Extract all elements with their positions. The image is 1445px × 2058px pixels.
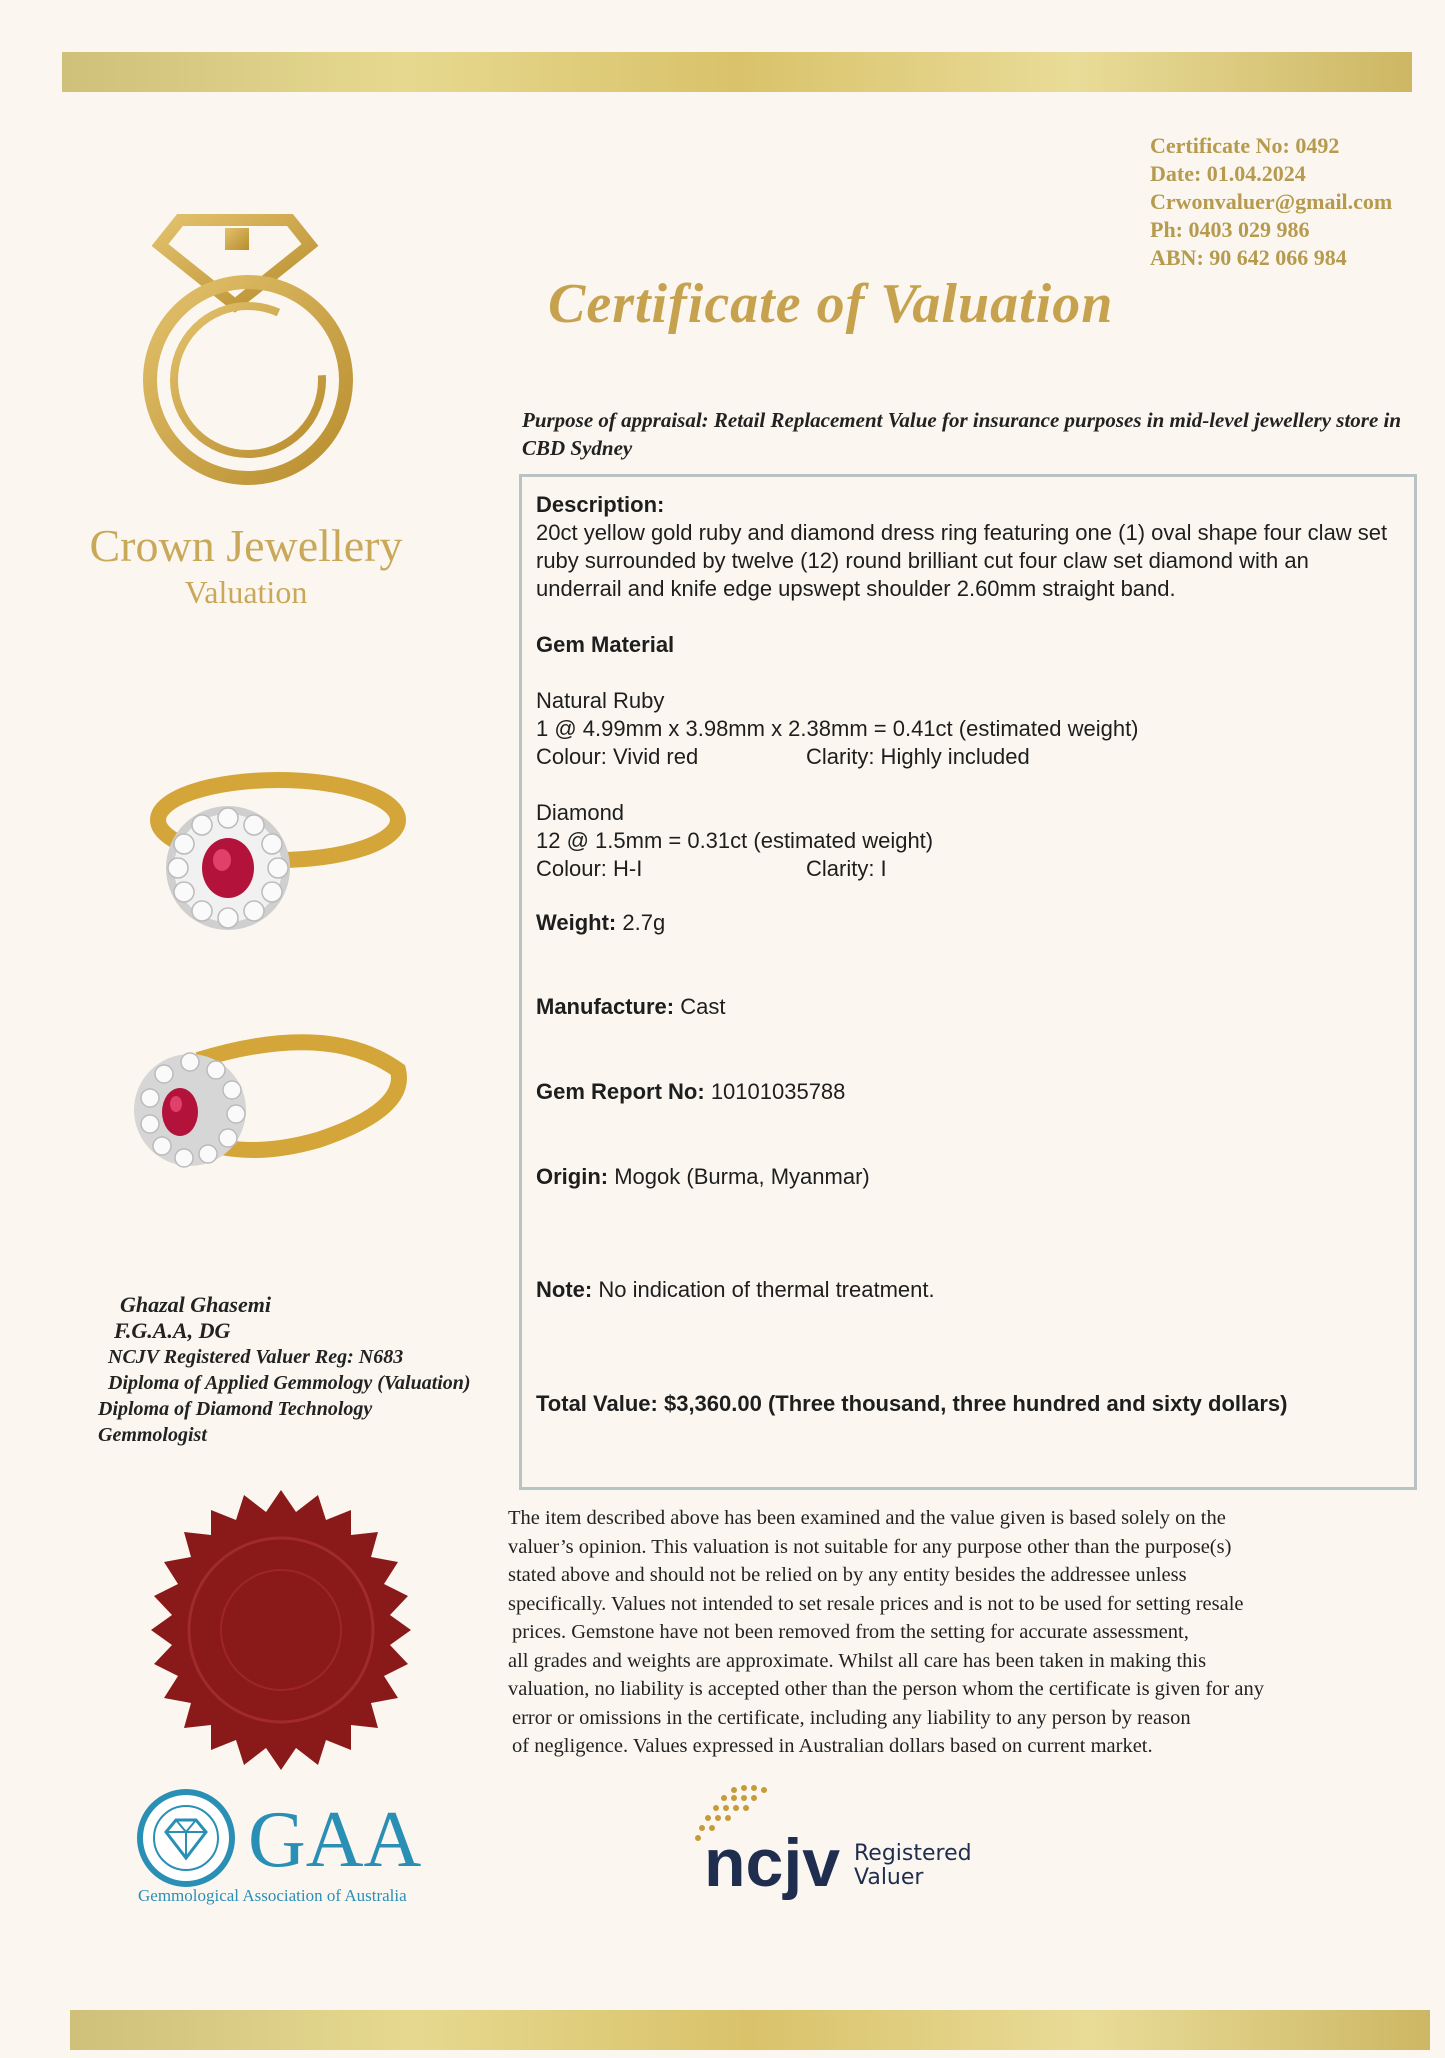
valuer-title: Gemmologist xyxy=(98,1424,207,1446)
diamond-measure: 12 @ 1.5mm = 0.31ct (estimated weight) xyxy=(536,828,934,853)
disclaimer-line: prices. Gemstone have not been removed from the setting for accurate assessment, xyxy=(512,1621,1189,1643)
valuation-details-box xyxy=(519,474,1417,1490)
disclaimer-line: stated above and should not be relied on by any entity besides the addressee unless xyxy=(508,1564,1187,1586)
valuer-postnominals: F.G.A.A, DG xyxy=(114,1318,231,1343)
gem-material-heading: Gem Material xyxy=(536,632,675,657)
ncjv-wordmark: ncjv xyxy=(704,1825,841,1901)
disclaimer-line: all grades and weights are approximate. Whilst all care has been taken in making this xyxy=(508,1649,1207,1672)
description-text: 20ct yellow gold ruby and diamond dress ring featuring one (1) oval shape four claw set ruby surrounded by twelve (12) round brilliant cut four claw set diamond with an underrail and knife edge upswept shoulder 2.60mm straight band. xyxy=(536,520,1388,601)
disclaimer-line: valuation, no liability is accepted other than the person whom the certificate is given for any xyxy=(508,1678,1264,1700)
certificate-number: Certificate No: 0492 xyxy=(1150,133,1340,158)
ruby-clarity: Clarity: Highly included xyxy=(806,744,1030,769)
valuer-registration: NCJV Registered Valuer Reg: N683 xyxy=(108,1346,404,1368)
gem-report-value: 10101035788 xyxy=(710,1079,846,1104)
origin-row xyxy=(536,1163,1396,1191)
diamond-clarity: Clarity: I xyxy=(806,856,887,881)
brand-name xyxy=(56,520,436,612)
ruby-colour: Colour: Vivid red xyxy=(536,744,699,769)
certificate-email[interactable]: Crwonvaluer@gmail.com xyxy=(1150,189,1393,214)
note-label: Note: xyxy=(536,1277,593,1302)
ncjv-valuer: Valuer xyxy=(854,1865,924,1890)
weight-value: 2.7g xyxy=(622,910,666,935)
disclaimer-line: error or omissions in the certificate, including any liability to any person by reason xyxy=(512,1706,1191,1729)
diamond-colour: Colour: H-I xyxy=(536,856,643,881)
crown-ring-logo xyxy=(120,200,380,500)
gem-report-label: Gem Report No: xyxy=(536,1079,705,1104)
gaa-acronym: GAA xyxy=(248,1796,422,1884)
total-value-label: Total Value: xyxy=(536,1391,658,1416)
origin-value: Mogok (Burma, Myanmar) xyxy=(614,1164,870,1189)
valuer-diploma-gemmology: Diploma of Applied Gemmology (Valuation) xyxy=(108,1372,471,1394)
diamond-name: Diamond xyxy=(536,800,625,825)
brand-line2: Valuation xyxy=(184,574,308,610)
certificate-date: Date: 01.04.2024 xyxy=(1150,161,1306,186)
total-value-row xyxy=(536,1390,1396,1418)
valuer-name: Ghazal Ghasemi xyxy=(120,1292,271,1317)
certificate-info xyxy=(1150,132,1392,272)
gem-report-row xyxy=(536,1078,1396,1106)
certificate-abn: ABN: 90 642 066 984 xyxy=(1150,245,1347,270)
disclaimer-line: specifically. Values not intended to set resale prices and is not to be used for setting resale xyxy=(508,1592,1244,1615)
disclaimer-line: The item described above has been examined and the value given is based solely on the xyxy=(508,1507,1226,1529)
total-value-amount: $3,360.00 (Three thousand, three hundred and sixty dollars) xyxy=(663,1391,1288,1416)
page-title: Certificate of Valuation xyxy=(548,273,1114,335)
ncjv-logo xyxy=(682,1780,1002,1910)
diamond-grades xyxy=(536,855,1396,883)
manufacture-label: Manufacture: xyxy=(536,994,675,1019)
top-gold-band xyxy=(62,52,1412,92)
weight-row xyxy=(536,909,1396,937)
origin-label: Origin: xyxy=(536,1164,609,1189)
bottom-gold-band xyxy=(70,2010,1430,2050)
disclaimer-line: valuer’s opinion. This valuation is not suitable for any purpose other than the purpose(s) xyxy=(508,1535,1232,1558)
manufacture-value: Cast xyxy=(680,994,726,1019)
ruby-grades xyxy=(536,743,1396,771)
ring-photo-top xyxy=(128,760,408,950)
ring-photo-side xyxy=(128,1030,418,1210)
brand-line1: Crown Jewellery xyxy=(89,520,403,571)
certificate-phone: Ph: 0403 029 986 xyxy=(1150,217,1310,242)
ruby-name: Natural Ruby xyxy=(536,688,665,713)
note-row xyxy=(536,1276,1396,1304)
manufacture-row xyxy=(536,993,1396,1021)
disclaimer-line: of negligence. Values expressed in Australian dollars based on current market. xyxy=(512,1735,1153,1757)
valuer-details xyxy=(98,1292,471,1448)
wax-seal xyxy=(136,1490,426,1780)
ruby-measure: 1 @ 4.99mm x 3.98mm x 2.38mm = 0.41ct (estimated weight) xyxy=(536,716,1139,741)
ncjv-registered: Registered xyxy=(854,1841,972,1866)
disclaimer xyxy=(508,1504,1418,1761)
note-value: No indication of thermal treatment. xyxy=(598,1277,935,1302)
appraisal-purpose: Purpose of appraisal: Retail Replacement Value for insurance purposes in mid-level jewellery store in CBD Sydney xyxy=(522,408,1402,460)
gaa-full-name: Gemmological Association of Australia xyxy=(138,1886,407,1905)
valuer-diploma-diamond: Diploma of Diamond Technology xyxy=(98,1398,373,1420)
description-heading: Description: xyxy=(536,492,665,517)
weight-label: Weight: xyxy=(536,910,617,935)
